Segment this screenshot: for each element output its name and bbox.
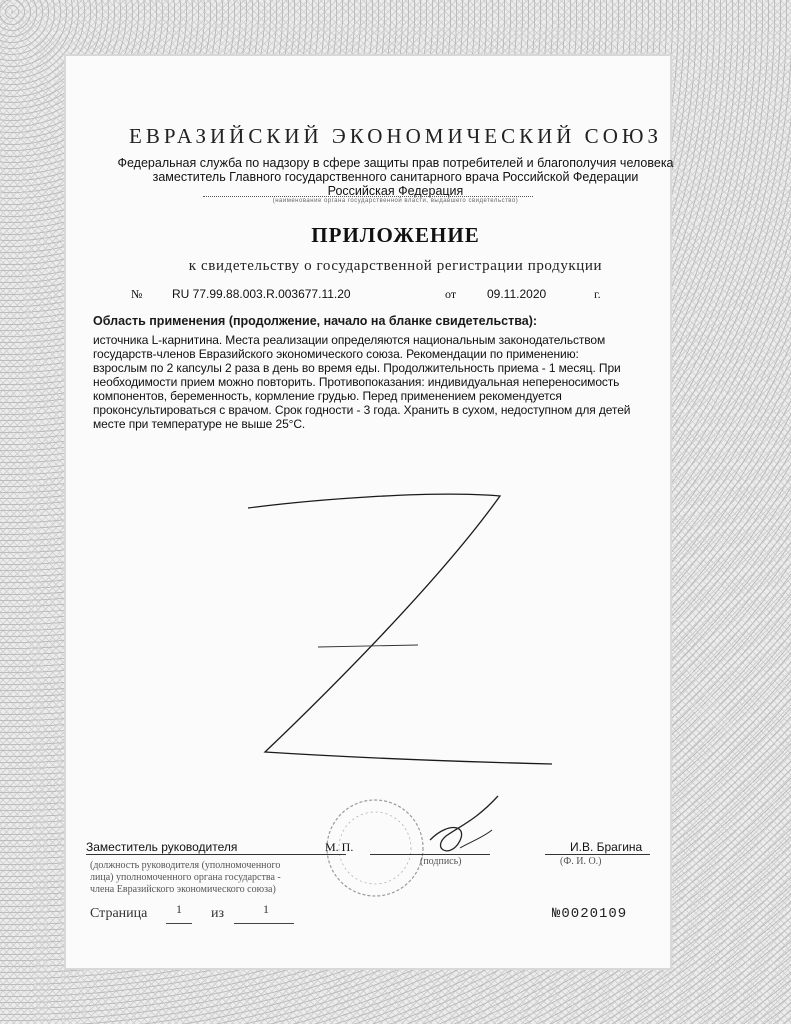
position-caption-line: лица) уполномоченного органа государства - (90, 872, 281, 883)
name-line (545, 854, 650, 855)
agency-line-2: заместитель Главного государственного санитарного врача Российской Федерации (152, 170, 639, 184)
stamp-label: М. П. (325, 840, 354, 854)
registration-number: RU 77.99.88.003.R.003677.11.20 (172, 287, 351, 301)
union-title: ЕВРАЗИЙСКИЙ ЭКОНОМИЧЕСКИЙ СОЮЗ (129, 124, 662, 148)
page-number: 1 (176, 902, 182, 916)
document-subtitle: к свидетельству о государственной регистрации продукции (188, 258, 603, 274)
scope-line: проконсультироваться с врачом. Срок годности - 3 года. Хранить в сухом, недоступном для детей (93, 403, 631, 417)
total-underline (234, 923, 294, 924)
registration-date: 09.11.2020 (487, 287, 547, 301)
signatory-name: И.В. Брагина (570, 840, 643, 854)
position-line (86, 854, 346, 855)
signature-line (370, 854, 490, 855)
date-prefix: от (445, 287, 457, 301)
agency-line-3: Российская Федерация (327, 184, 464, 198)
scope-line: месте при температуре не выше 25°C. (93, 417, 306, 431)
signatory-position: Заместитель руководителя (86, 840, 238, 854)
total-pages: 1 (263, 902, 269, 916)
scope-heading: Область применения (продолжение, начало на бланке свидетельства): (93, 314, 538, 328)
scope-line: необходимости прием можно повторить. Противопоказания: индивидуальная непереносимость (93, 375, 620, 389)
page-label: Страница (90, 906, 148, 921)
year-suffix: г. (594, 287, 601, 301)
page-underline (166, 923, 192, 924)
signature-caption: (подпись) (420, 856, 462, 867)
name-caption: (Ф. И. О.) (560, 856, 602, 867)
form-number: №0020109 (552, 906, 628, 922)
position-caption-line: члена Евразийского экономического союза) (90, 884, 276, 895)
number-prefix: № (131, 287, 143, 301)
scope-line: источника L-карнитина. Места реализации определяются национальным законодательством (93, 333, 606, 347)
document-title: ПРИЛОЖЕНИЕ (311, 223, 480, 247)
scope-line: компонентов, беременность, кормление грудью. Перед применением рекомендуется (93, 389, 562, 403)
scope-line: взрослым по 2 капсулы 2 раза в день во время еды. Продолжительность приема - 1 месяц. При (93, 361, 621, 375)
agency-caption: (наименование органа государственной власти, выдавшего свидетельство) (272, 198, 519, 204)
of-label: из (211, 906, 225, 921)
scope-line: государств-членов Евразийского экономического союза. Рекомендации по применению: (93, 347, 579, 361)
position-caption-line: (должность руководителя (уполномоченного (90, 860, 281, 871)
agency-line-1: Федеральная служба по надзору в сфере защиты прав потребителей и благополучия человека (117, 156, 674, 170)
